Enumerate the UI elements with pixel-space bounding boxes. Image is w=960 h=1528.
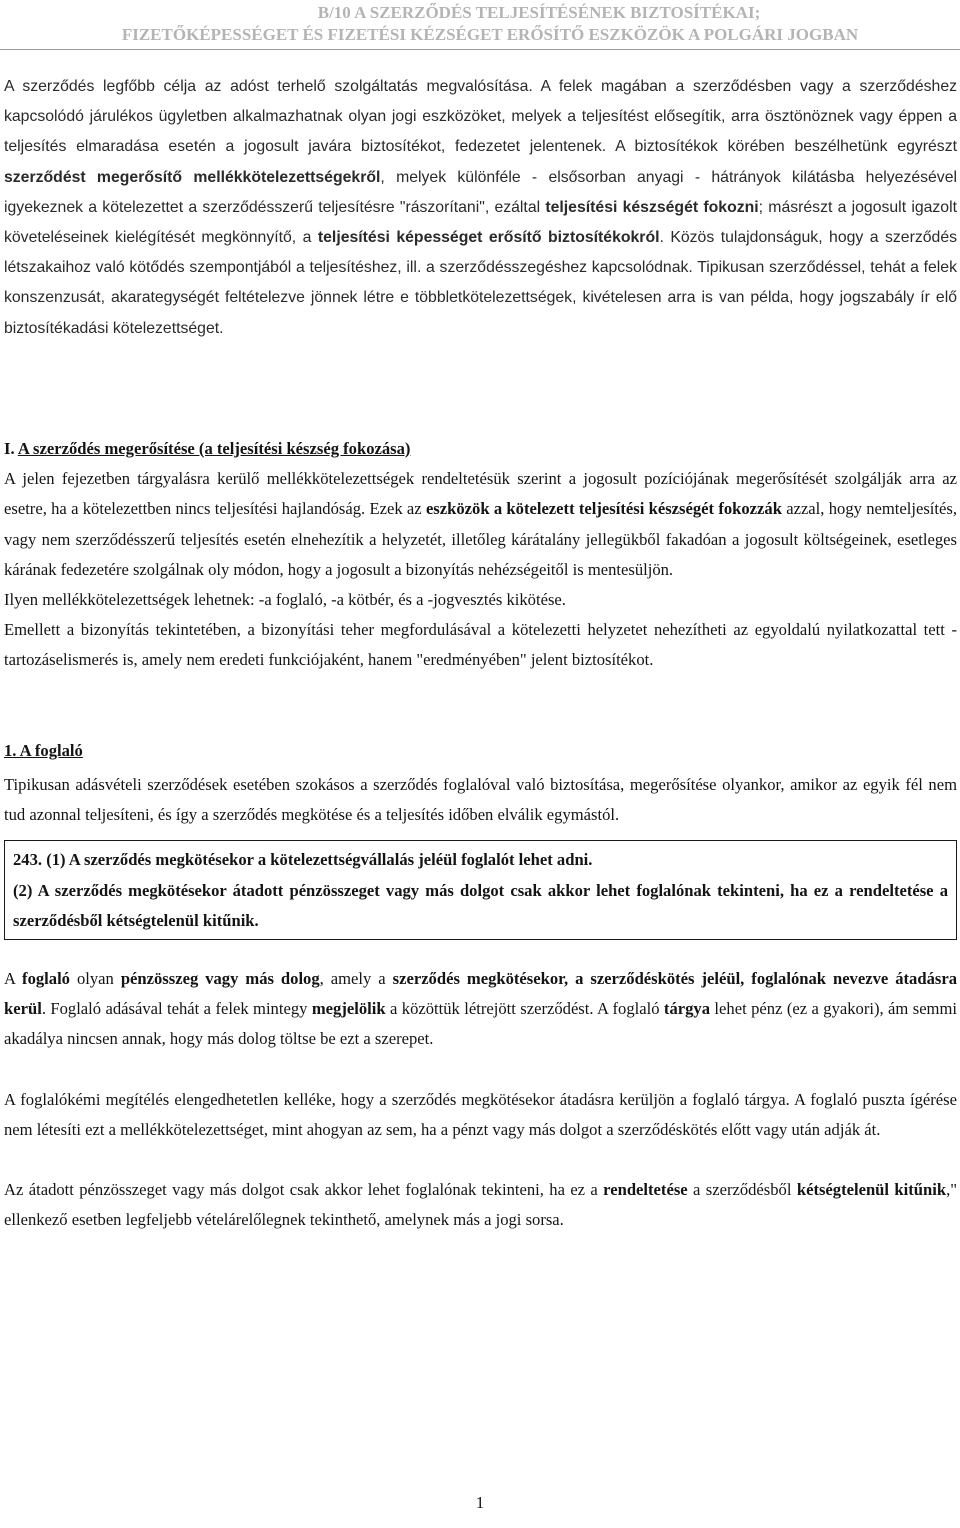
f-p2-text-1: A (4, 968, 23, 988)
foglalo-heading: 1. A foglaló (4, 740, 83, 760)
section-1 (4, 434, 957, 1236)
f-p4-text-1: Az átadott pénzösszeget vagy más dolgot csak akkor lehet foglalónak tekinteni, ha ez a (4, 1180, 604, 1200)
foglalo-paragraph-4 (4, 1175, 957, 1235)
f-p2-bold-5: tárgya (663, 998, 711, 1018)
header-line-1: B/10 A SZERZŐDÉS TELJESÍTÉSÉNEK BIZTOSÍTÉKAI; (317, 3, 761, 22)
intro-text (4, 72, 957, 344)
spacer (4, 1145, 957, 1175)
f-p2-bold-2: pénzösszeg vagy más dolog (120, 968, 320, 988)
page-number: 1 (475, 1493, 485, 1512)
intro-paragraph (4, 72, 957, 344)
f-p2-text-2: olyan (69, 968, 121, 988)
law-number: 243. (13, 850, 47, 870)
f-p4-bold-2: kétségtelenül kitűnik (796, 1180, 947, 1200)
section-1-number: I. (4, 439, 18, 458)
spacer (4, 676, 957, 736)
intro-bold-2: teljesítési készségét fokozni (545, 198, 759, 216)
header-divider (0, 49, 960, 50)
section-1-paragraph-2: Ilyen mellékkötelezettségek lehetnek: -a foglaló, -a kötbér, és a -jogvesztés kikötése. (4, 590, 566, 610)
intro-text-4: . Közös tulajdonságuk, hogy a szerződés létszakaihoz való kötődés szempontjából a teljesítéshez, ill. a szerződésszegéshez kapcsolódnak. Tipikusan szerződéssel, tehát a felek konszenzusát, akarategységét feltételezve jönnek létre e többletkötelezettségek, kivételesen arra is van példa, hogy jogszabály ír elő biztosítékadási kötelezettséget. (4, 229, 958, 337)
section-1-heading: A szerződés megerősítése (a teljesítési készség fokozása) (17, 439, 411, 458)
f-p4-text-2: a szerződésből (687, 1180, 797, 1200)
foglalo-title (4, 736, 957, 766)
section-1-paragraph-1 (4, 464, 957, 585)
law-paragraph-1 (13, 845, 948, 876)
f-p2-bold-3: szerződés megkötésekor, a szerződéskötés jeléül, foglalónak nevezve átadásra kerül (4, 968, 957, 1018)
intro-bold-3: teljesítési képességet erősítő biztosítékokról (317, 229, 660, 247)
law-text-1: (1) A szerződés megkötésekor a kötelezettségvállalás jeléül foglalót lehet adni. (46, 850, 593, 870)
f-p4-bold-1: rendeltetése (603, 1180, 688, 1200)
f-p2-bold-4: megjelölik (311, 998, 386, 1018)
f-p4-text-3: ," ellenkező esetben legfeljebb vételárelőlegnek tekinthető, amelynek más a jogi sorsa. (4, 1180, 957, 1230)
section-1-paragraph-3: Emellett a bizonyítás tekintetében, a bizonyítási teher megfordulásával a kötelezetti helyzetet nehezítheti az egyoldalú nyilatkozattal tett -tartozáselismerés is, amely nem eredeti funkciójaként, hanem "eredményében" jelent biztosítékot. (4, 620, 957, 670)
s1-p1-bold-1: eszközök a kötelezett teljesítési készségét fokozzák (425, 499, 782, 519)
intro-text-2: , melyek különféle - elsősorban anyagi - hátrányok kilátásba helyezésével igyekeznek a kötelezettet a szerződésszerű teljesítésre "rászorítani", ezáltal (4, 168, 958, 216)
f-p2-text-6: lehet pénz (ez a gyakori), ám semmi akadálya nincsen annak, hogy más dolog töltse be ezt a szerepet. (4, 998, 957, 1049)
intro-bold-1: szerződést megerősítő mellékkötelezettségekről (4, 168, 381, 186)
section-1-title (4, 434, 957, 464)
foglalo-paragraph-3: A foglalókémi megítélés elengedhetetlen kelléke, hogy a szerződés megkötésekor átadásra kerüljön a foglaló tárgya. A foglaló puszta ígérése nem létesíti ezt a mellékkötelezettséget, mint ahogyan az sem, ha a pénzt vagy más dolgot a szerződéskötés előtt vagy után adják át. (4, 1089, 957, 1139)
s1-p1-text-1: A jelen fejezetben tárgyalásra kerülő mellékkötelezettségek rendeltetésük szerint a jogosult pozíciójának megerősítését szolgálják arra az esetre, ha a kötelezettben nincs teljesítési hajlandóság. Ezek az (4, 469, 957, 519)
foglalo-paragraph-2 (4, 964, 957, 1055)
foglalo-paragraph-1: Tipikusan adásvételi szerződések esetében szokásos a szerződés foglalóval való biztosítása, megerősítése olyankor, amikor az egyik fél nem tud azonnal teljesíteni, és így a szerződés megkötése és a teljesítés időben elválik egymástól. (4, 774, 957, 825)
header-line-2: FIZETŐKÉPESSÉGET ÉS FIZETÉSI KÉZSÉGET ERŐSÍTŐ ESZKÖZÖK A POLGÁRI JOGBAN (121, 25, 859, 44)
law-paragraph-2: (2) A szerződés megkötésekor átadott pénzösszeget vagy más dolgot csak akkor lehet foglalónak tekinteni, ha ez a rendeltetése a szerződésből kétségtelenül kitűnik. (13, 880, 948, 931)
law-quote-box (4, 840, 957, 940)
spacer-small (4, 952, 957, 964)
f-p2-text-3: , amely a (319, 968, 393, 988)
f-p2-bold-1: foglaló (22, 968, 70, 988)
s1-p1-text-2: azzal, hogy nemteljesítés, vagy nem szerződésszerű teljesítés esetén elnehezítik a helyzetét, illetőleg kárátalány jellegükből fakadóan a jogosult költségeinek, esetleges kárának fedezetére szolgálnak oly módon, hogy a jogosult a bizonyítás nehézségeitől is mentesüljön. (4, 499, 957, 579)
spacer (4, 1054, 957, 1084)
f-p2-text-4: . Foglaló adásával tehát a felek mintegy (41, 998, 312, 1018)
intro-text-1: A szerződés legfőbb célja az adóst terhelő szolgáltatás megvalósítása. A felek magában a szerződésben vagy a szerződéshez kapcsolódó járulékos ügyletben alkalmazhatnak olyan jogi eszközöket, melyek a teljesítést elősegítik, arra ösztönöznek vagy éppen a teljesítés elmaradása esetén a jogosult javára biztosítékot, fedezetet jelentenek. A biztosítékok körében beszélhetünk egyrészt (4, 78, 957, 156)
intro-text-3: ; másrészt a jogosult igazolt követeléseinek kielégítését megkönnyítő, a (4, 198, 957, 247)
page-header (0, 2, 960, 46)
f-p2-text-5: a közöttük létrejött szerződést. A foglaló (385, 998, 664, 1018)
